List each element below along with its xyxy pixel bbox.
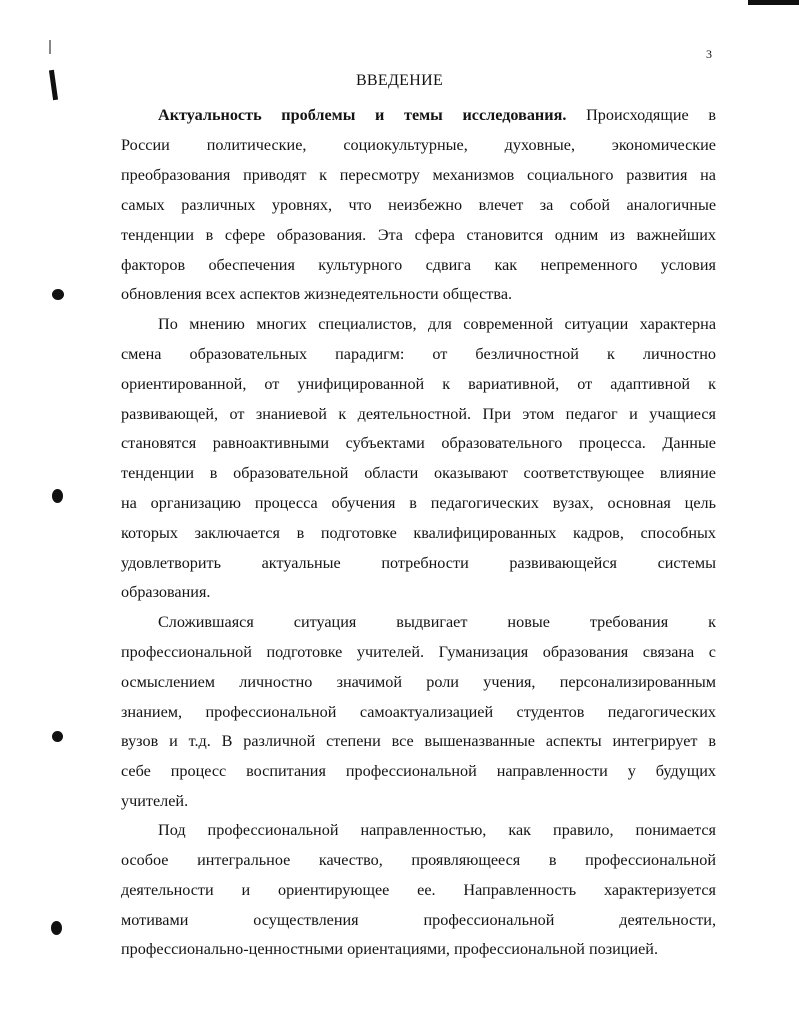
paragraph-2-line: ориентированной, от унифицированной к вариативной, от адаптивной к bbox=[121, 375, 716, 393]
punch-hole-4 bbox=[51, 921, 62, 935]
paragraph-4-line: деятельности и ориентирующее ее. Направленность характеризуется bbox=[121, 881, 716, 899]
paragraph-1-line bbox=[158, 105, 716, 125]
scan-artifact-top-right bbox=[748, 0, 799, 5]
punch-hole-1 bbox=[52, 289, 64, 300]
scan-artifact-binding-mark-2 bbox=[49, 40, 51, 54]
paragraph-3-line: знанием, профессиональной самоактуализацией студентов педагогических bbox=[121, 703, 716, 721]
paragraph-2-line: По мнению многих специалистов, для современной ситуации характерна bbox=[158, 315, 716, 333]
paragraph-2-line: тенденции в образовательной области оказывают соответствующее влияние bbox=[121, 464, 716, 482]
paragraph-3-line: Сложившаяся ситуация выдвигает новые требования к bbox=[158, 613, 716, 631]
paragraph-2-line: смена образовательных парадигм: от безличностной к личностно bbox=[121, 345, 716, 363]
section-title: ВВЕДЕНИЕ bbox=[355, 72, 444, 89]
paragraph-3-line: профессиональной подготовке учителей. Гуманизация образования связана с bbox=[121, 643, 716, 661]
paragraph-heading: Актуальность проблемы и темы исследования. bbox=[158, 106, 567, 124]
paragraph-1-line: самых различных уровнях, что неизбежно влечет за собой аналогичные bbox=[121, 196, 716, 214]
paragraph-2-line: становятся равноактивными субъектами образовательного процесса. Данные bbox=[121, 434, 716, 452]
paragraph-3-line: себе процесс воспитания профессиональной направленности у будущих bbox=[121, 762, 716, 780]
paragraph-3-line: учителей. bbox=[121, 792, 189, 810]
paragraph-3-line: вузов и т.д. В различной степени все вышеназванные аспекты интегрирует в bbox=[121, 732, 716, 750]
paragraph-3-line: осмыслением личностно значимой роли учения, персонализированным bbox=[121, 673, 716, 691]
paragraph-1-line: факторов обеспечения культурного сдвига как непременного условия bbox=[121, 256, 716, 274]
page-number: 3 bbox=[706, 47, 712, 61]
paragraph-1-line: тенденции в сфере образования. Эта сфера становится одним из важнейших bbox=[121, 226, 716, 244]
paragraph-1-line: обновления всех аспектов жизнедеятельности общества. bbox=[121, 285, 513, 303]
paragraph-4-line: Под профессиональной направленностью, как правило, понимается bbox=[158, 821, 716, 839]
paragraph-2-line: удовлетворить актуальные потребности развивающейся системы bbox=[121, 554, 716, 572]
paragraph-1-line: России политические, социокультурные, духовные, экономические bbox=[121, 136, 716, 154]
paragraph-4-line: профессионально-ценностными ориентациями, профессиональной позицией. bbox=[121, 940, 659, 958]
paragraph-4-line: особое интегральное качество, проявляющееся в профессиональной bbox=[121, 851, 716, 869]
paragraph-1-line: преобразования приводят к пересмотру механизмов социального развития на bbox=[121, 166, 716, 184]
paragraph-2-line: образования. bbox=[121, 583, 211, 601]
paragraph-2-line: которых заключается в подготовке квалифицированных кадров, способных bbox=[121, 524, 716, 542]
punch-hole-2 bbox=[52, 489, 63, 503]
paragraph-4-line: мотивами осуществления профессиональной деятельности, bbox=[121, 911, 716, 929]
punch-hole-3 bbox=[52, 731, 63, 742]
paragraph-2-line: развивающей, от знаниевой к деятельностной. При этом педагог и учащиеся bbox=[121, 405, 716, 423]
paragraph-2-line: на организацию процесса обучения в педагогических вузах, основная цель bbox=[121, 494, 716, 512]
paragraph-1-line-1-rest: Происходящие в bbox=[586, 106, 716, 124]
